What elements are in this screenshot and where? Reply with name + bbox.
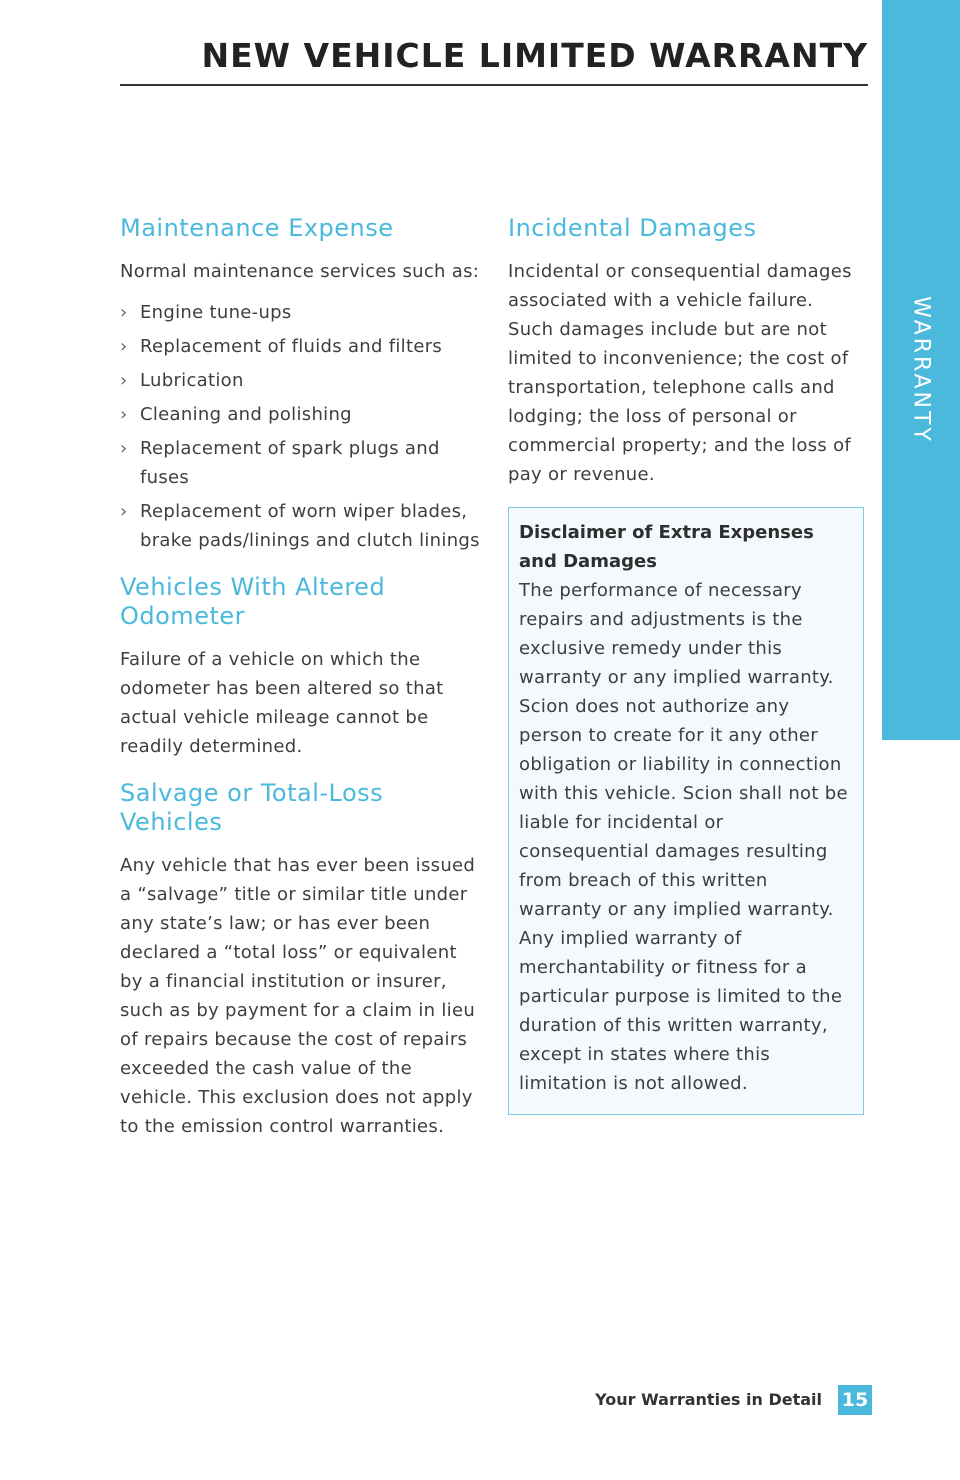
list-item: › Lubrication [120,366,480,395]
salvage-heading: Salvage or Total-Loss Vehicles [120,779,384,836]
maintenance-intro: Normal maintenance services such as: [120,261,480,282]
salvage-section [120,779,480,1141]
page-title: NEW VEHICLE LIMITED WARRANTY [201,36,868,75]
maintenance-list [120,298,480,555]
maintenance-heading: Maintenance Expense [120,214,394,242]
footer-section-label: Your Warranties in Detail [595,1390,822,1409]
disclaimer-box [508,507,864,1115]
odometer-section [120,573,480,761]
page-number: 15 [838,1385,872,1415]
list-item: › Replacement of fluids and filters [120,332,480,361]
side-tab-label: WARRANTY [908,296,934,444]
odometer-body: Failure of a vehicle on which the odometer has been altered so that actual vehicle mileage cannot be readily determined. [120,649,444,757]
salvage-body: Any vehicle that has ever been issued a “salvage” title or similar title under any state’s law; or has ever been declared a “total loss” or equivalent by a financial institution or insurer, such as by payment for a claim in lieu of repairs because the cost of repairs exceeded the cash value of the vehicle. This exclusion does not apply to the emission control warranties. [120,855,476,1137]
left-column [120,214,480,1159]
maintenance-section [120,214,480,555]
incidental-heading: Incidental Damages [508,214,757,242]
incidental-body: Incidental or consequential damages associated with a vehicle failure. Such damages include but are not limited to inconvenience; the cost of transportation, telephone calls and lodging; the loss of personal or commercial property; and the loss of pay or revenue. [508,261,852,485]
right-column [508,214,864,1115]
list-item: › Replacement of spark plugs and fuses [120,434,480,492]
odometer-heading: Vehicles With Altered Odometer [120,573,386,630]
list-item: › Replacement of worn wiper blades, brake pads/linings and clutch linings [120,497,480,555]
list-item: › Cleaning and polishing [120,400,480,429]
side-tab [882,0,960,740]
list-item: › Engine tune-ups [120,298,480,327]
disclaimer-body: The performance of necessary repairs and adjustments is the exclusive remedy under this warranty or any implied warranty. Scion does not authorize any person to create for it any other obligation or liability in connection with this vehicle. Scion shall not be liable for incidental or consequential damages resulting from breach of this written warranty or any implied warranty. Any implied warranty of merchantability or fitness for a particular purpose is limited to the duration of this written warranty, except in states where this limitation is not allowed. [519,580,848,1094]
incidental-section [508,214,864,489]
disclaimer-title: Disclaimer of Extra Expenses and Damages [519,522,814,572]
title-divider [120,84,868,86]
